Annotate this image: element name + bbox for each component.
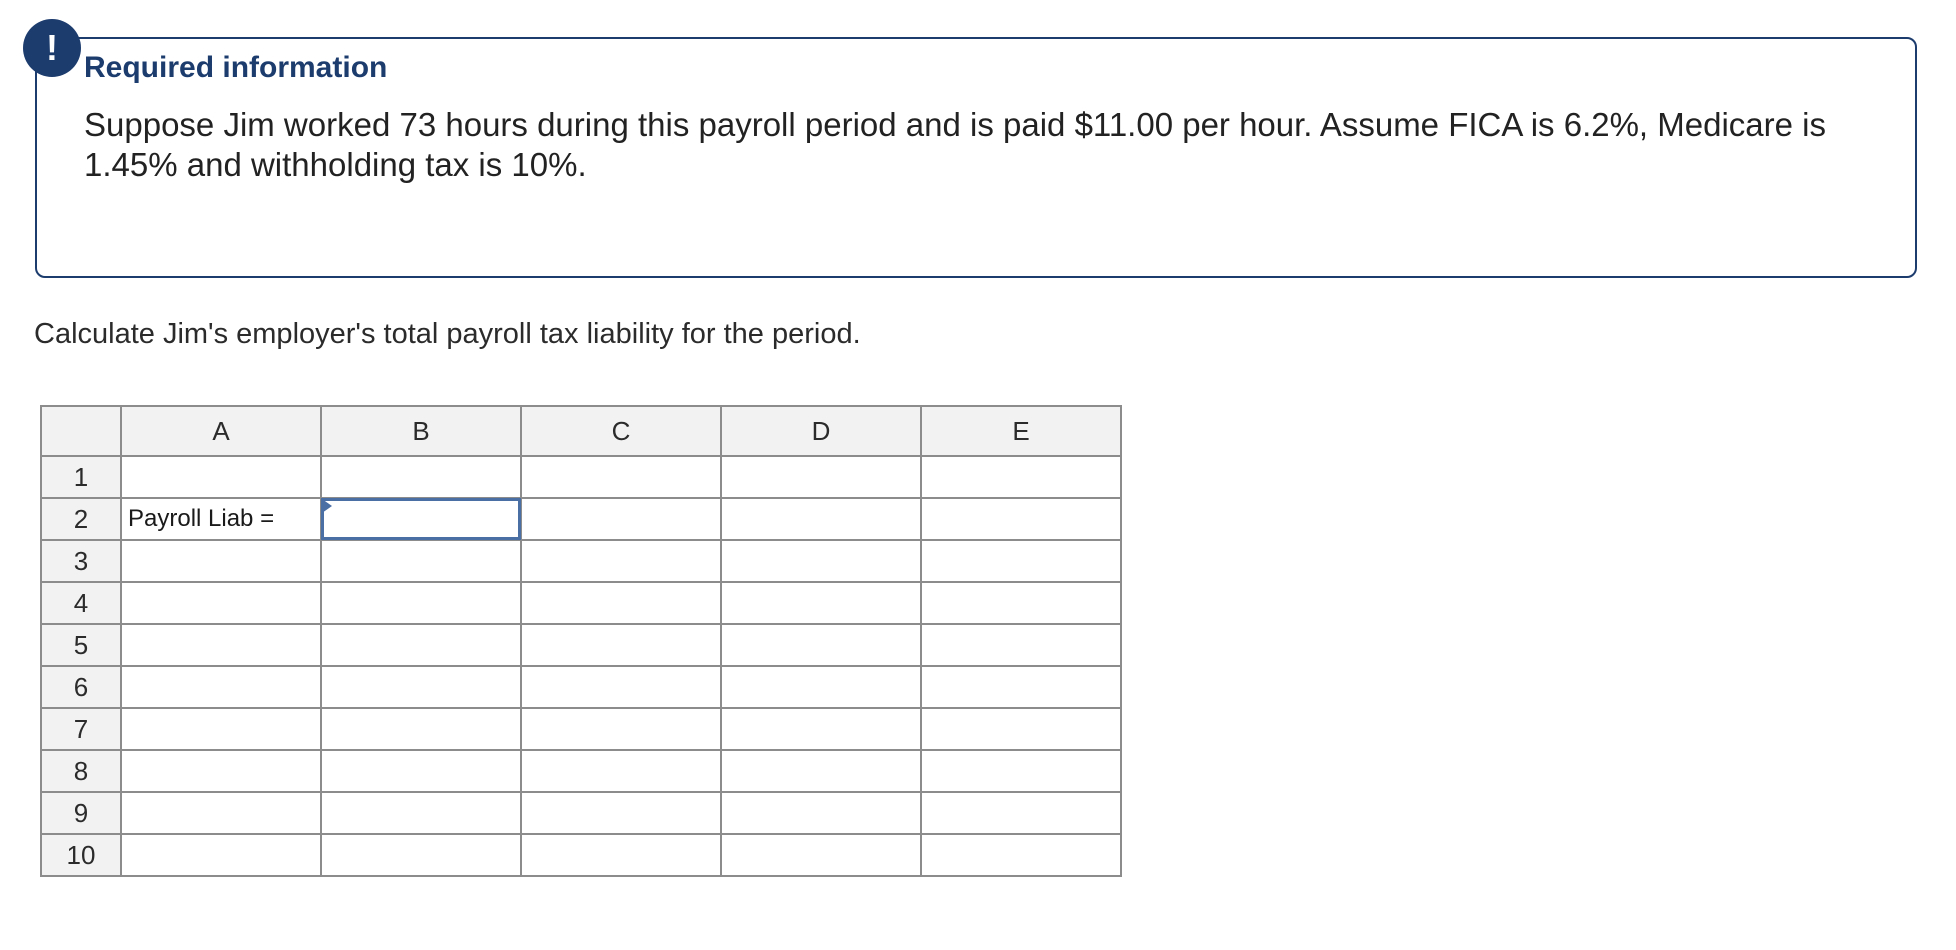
- cell-c3[interactable]: [521, 540, 721, 582]
- cell-a8[interactable]: [121, 750, 321, 792]
- cell-a7[interactable]: [121, 708, 321, 750]
- required-info-body: Suppose Jim worked 73 hours during this payroll period and is paid $11.00 per hour. Assume FICA is 6.2%, Medicare is 1.45% and withholding tax is 10%.: [84, 106, 1826, 183]
- column-header-e[interactable]: E: [921, 406, 1121, 456]
- column-header-row: [41, 406, 1121, 456]
- cell-b2[interactable]: [321, 498, 521, 540]
- spreadsheet-row: [41, 582, 1121, 624]
- cell-b10[interactable]: [321, 834, 521, 876]
- spreadsheet-row: [41, 498, 1121, 540]
- cell-d5[interactable]: [721, 624, 921, 666]
- cell-d8[interactable]: [721, 750, 921, 792]
- spreadsheet-row: [41, 456, 1121, 498]
- cell-b3[interactable]: [321, 540, 521, 582]
- spreadsheet-row: [41, 540, 1121, 582]
- row-header-2[interactable]: 2: [41, 498, 121, 540]
- row-header-7[interactable]: 7: [41, 708, 121, 750]
- cell-c2[interactable]: [521, 498, 721, 540]
- cell-e1[interactable]: [921, 456, 1121, 498]
- cell-e4[interactable]: [921, 582, 1121, 624]
- column-header-c[interactable]: C: [521, 406, 721, 456]
- cell-d2[interactable]: [721, 498, 921, 540]
- column-header-b[interactable]: B: [321, 406, 521, 456]
- cell-b1[interactable]: [321, 456, 521, 498]
- cell-b4[interactable]: [321, 582, 521, 624]
- row-header-10[interactable]: 10: [41, 834, 121, 876]
- cell-e5[interactable]: [921, 624, 1121, 666]
- cell-a4[interactable]: [121, 582, 321, 624]
- spreadsheet-row: [41, 624, 1121, 666]
- column-header-a[interactable]: A: [121, 406, 321, 456]
- cell-d4[interactable]: [721, 582, 921, 624]
- cell-a10[interactable]: [121, 834, 321, 876]
- cell-c1[interactable]: [521, 456, 721, 498]
- column-header-d[interactable]: D: [721, 406, 921, 456]
- cell-c10[interactable]: [521, 834, 721, 876]
- cell-b8[interactable]: [321, 750, 521, 792]
- cell-d9[interactable]: [721, 792, 921, 834]
- cell-b5[interactable]: [321, 624, 521, 666]
- select-all-corner[interactable]: [41, 406, 121, 456]
- cell-a9[interactable]: [121, 792, 321, 834]
- cell-b6[interactable]: [321, 666, 521, 708]
- spreadsheet-row: [41, 750, 1121, 792]
- cell-e2[interactable]: [921, 498, 1121, 540]
- spreadsheet-row: [41, 792, 1121, 834]
- cell-c4[interactable]: [521, 582, 721, 624]
- cell-a5[interactable]: [121, 624, 321, 666]
- cell-e8[interactable]: [921, 750, 1121, 792]
- cell-a2[interactable]: Payroll Liab =: [121, 498, 321, 540]
- cell-a1[interactable]: [121, 456, 321, 498]
- cell-d6[interactable]: [721, 666, 921, 708]
- cell-e9[interactable]: [921, 792, 1121, 834]
- cell-b7[interactable]: [321, 708, 521, 750]
- cell-e7[interactable]: [921, 708, 1121, 750]
- row-header-5[interactable]: 5: [41, 624, 121, 666]
- row-header-9[interactable]: 9: [41, 792, 121, 834]
- cell-a3[interactable]: [121, 540, 321, 582]
- spreadsheet-grid: [40, 405, 1122, 877]
- spreadsheet-row: [41, 834, 1121, 876]
- cell-e6[interactable]: [921, 666, 1121, 708]
- cell-d10[interactable]: [721, 834, 921, 876]
- cell-c9[interactable]: [521, 792, 721, 834]
- cell-d1[interactable]: [721, 456, 921, 498]
- cell-a6[interactable]: [121, 666, 321, 708]
- cell-c6[interactable]: [521, 666, 721, 708]
- row-header-4[interactable]: 4: [41, 582, 121, 624]
- cell-c7[interactable]: [521, 708, 721, 750]
- cell-d3[interactable]: [721, 540, 921, 582]
- cell-c8[interactable]: [521, 750, 721, 792]
- cell-c5[interactable]: [521, 624, 721, 666]
- cell-e10[interactable]: [921, 834, 1121, 876]
- cell-b9[interactable]: [321, 792, 521, 834]
- row-header-1[interactable]: 1: [41, 456, 121, 498]
- row-header-6[interactable]: 6: [41, 666, 121, 708]
- row-header-8[interactable]: 8: [41, 750, 121, 792]
- question-text: Calculate Jim's employer's total payroll tax liability for the period.: [34, 318, 861, 350]
- selection-marker-icon: [322, 499, 332, 513]
- alert-icon: !: [23, 19, 81, 77]
- spreadsheet-row: [41, 666, 1121, 708]
- required-info-title: Required information: [84, 51, 388, 84]
- spreadsheet-row: [41, 708, 1121, 750]
- row-header-3[interactable]: 3: [41, 540, 121, 582]
- cell-e3[interactable]: [921, 540, 1121, 582]
- cell-d7[interactable]: [721, 708, 921, 750]
